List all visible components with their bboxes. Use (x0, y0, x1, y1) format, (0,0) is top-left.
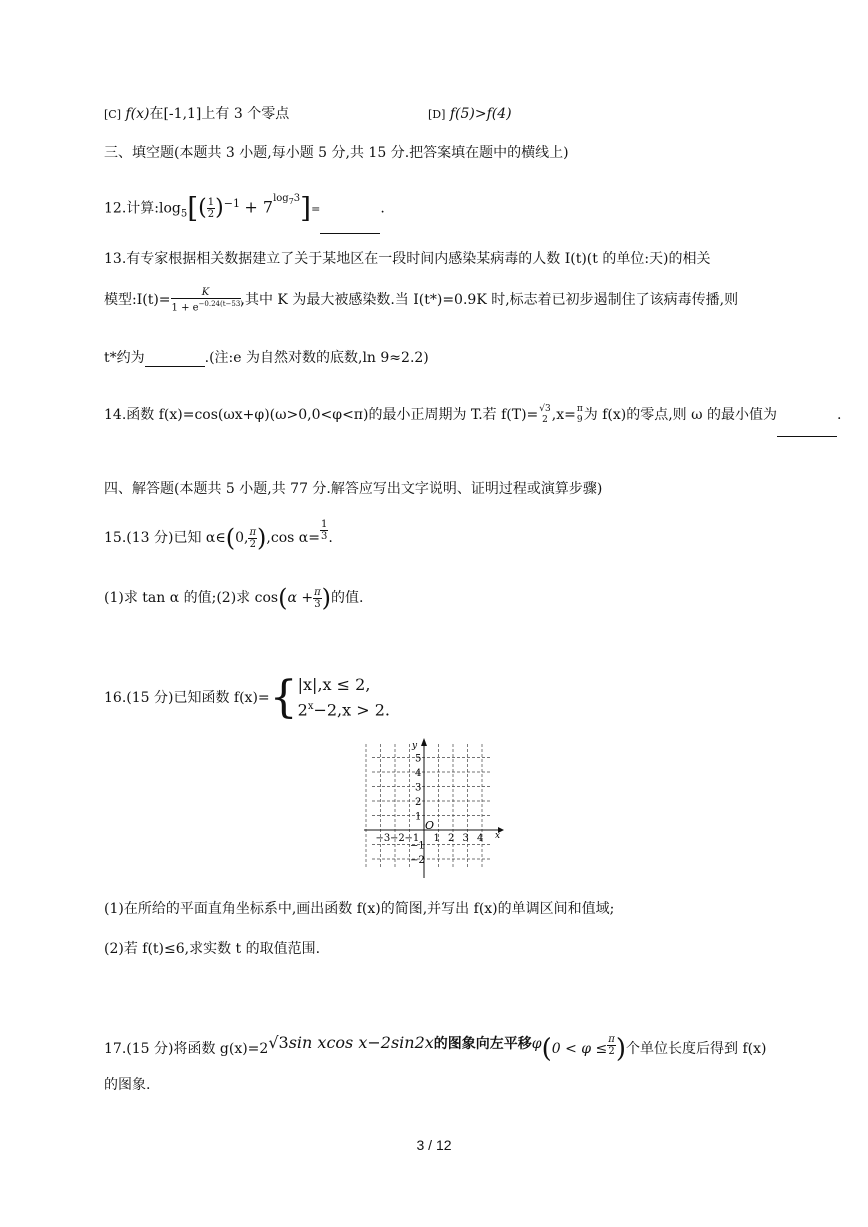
question-12 (104, 184, 385, 224)
y-tick-label: 3 (415, 782, 422, 794)
x-tick-label: 2 (448, 833, 455, 844)
option-c-text: 在[-1,1]上有 3 个零点 (149, 106, 290, 122)
question-17-line2: 的图象. (104, 1077, 151, 1093)
q15-pi-over-3: $\frac{\pi}{3}$ (314, 586, 321, 610)
q12-half: $\frac{1}{2}$ (207, 197, 215, 221)
question-16-part1: (1)在所给的平面直角坐标系中,画出函数 f(x)的简图,并写出 f(x)的单调区间和值域; (104, 901, 615, 917)
q13-fraction: $\frac{K}{1 + e^{-0.24(t-53)}}$ (171, 286, 244, 314)
q16-prefix: 16.(15 分)已知函数 f(x)= (104, 690, 270, 706)
q13-model-prefix: 模型:I(t)= (104, 292, 171, 308)
q14-pi-over-9: π 9 (576, 404, 583, 425)
q15-pi-over-2: $\frac{\pi}{2}$ (249, 526, 257, 550)
q14-mid: ,x= (551, 407, 576, 423)
q15-line2-prefix: (1)求 tan α 的值;(2)求 cos (104, 590, 279, 606)
q13-model-suffix: ,其中 K 为最大被感染数.当 I(t*)=0.9K 时,标志着已初步遏制住了该病毒传播,则 (240, 292, 739, 308)
coordinate-grid[interactable] (364, 738, 504, 878)
y-axis-arrow (421, 738, 427, 746)
q12-end: . (380, 200, 385, 217)
x-tick-label: −3 (375, 833, 391, 844)
q17-pi-over-2: $\frac{\pi}{2}$ (608, 1033, 615, 1057)
q13-answer-blank[interactable] (145, 352, 205, 367)
q14-answer-blank[interactable] (777, 422, 837, 437)
question-16 (104, 670, 390, 730)
x-tick-label: 1 (433, 833, 440, 844)
origin-label: O (425, 819, 435, 832)
q12-paren-right: ) (215, 195, 224, 221)
q15-alpha-plus: α + (287, 590, 314, 606)
q12-bracket-right: ] (300, 191, 312, 225)
question-16-part2: (2)若 f(t)≤6,求实数 t 的取值范围. (104, 941, 321, 957)
q14-end: . (836, 407, 842, 423)
q13-line3-prefix: t*约为 (104, 350, 145, 366)
q15-paren2-left: ( (278, 584, 288, 612)
option-d-text: f(5)>f(4) (449, 106, 512, 122)
y-tick-label: 4 (415, 768, 422, 779)
q17-suffix: 个单位长度后得到 f(x) (626, 1041, 767, 1057)
x-tick-label: 4 (477, 833, 484, 844)
q15-mid: ,cos α= (266, 530, 320, 546)
q12-answer-blank[interactable] (320, 219, 380, 234)
y-tick-label: 5 (415, 753, 422, 765)
q17-prefix: 17.(15 分)将函数 g(x)=2 (104, 1041, 269, 1057)
q17-phi: φ (531, 1036, 542, 1052)
q12-plus7: + 7 (244, 197, 274, 217)
y-tick-label: −2 (410, 855, 425, 866)
option-c-fx: f(x) (125, 106, 150, 122)
option-c-label: [C] (104, 108, 121, 121)
y-axis-label: y (412, 741, 418, 751)
q15-end: . (328, 530, 333, 546)
q15-paren-left: ( (225, 524, 236, 552)
q17-sqrt3: √3 (268, 1033, 289, 1052)
q15-one-third: $\frac{1}{3}$ (320, 518, 328, 542)
y-tick-label: 1 (415, 811, 422, 823)
q17-shift: 的图象向左平移 (433, 1036, 532, 1052)
q12-paren-left: ( (198, 195, 207, 221)
y-tick-label: 2 (415, 797, 422, 808)
q12-exp-log: log73 (273, 193, 301, 206)
question-14 (104, 393, 841, 437)
q12-prefix: 12.计算:log (104, 200, 181, 217)
q15-line2-suffix: 的值. (331, 590, 364, 606)
q17-paren-left: ( (541, 1034, 552, 1064)
q15-paren2-right: ) (321, 584, 332, 612)
q14-sqrt3-over-2: √3 2 (539, 404, 551, 425)
option-c (104, 105, 289, 124)
x-axis-label: x (495, 831, 501, 841)
page-number: 3 / 12 (416, 1137, 452, 1153)
q15-paren-right: ) (257, 524, 267, 552)
q16-case1: |x|,x ≤ 2, (297, 675, 371, 695)
question-13-line3 (104, 349, 429, 367)
x-tick-label: −1 (404, 833, 420, 844)
q17-expression: sin xcos x−2sin2x (288, 1033, 434, 1052)
grid-lines (366, 744, 492, 868)
option-d (428, 105, 512, 124)
x-tick-label: 3 (462, 833, 469, 844)
question-13-line2 (104, 284, 738, 318)
section4-heading: 四、解答题(本题共 5 小题,共 77 分.解答应写出文字说明、证明过程或演算步骤) (104, 481, 603, 497)
question-15-line1 (104, 520, 333, 556)
question-15-line2 (104, 580, 364, 616)
q13-line3-suffix: .(注:e 为自然对数的底数,ln 9≈2.2) (204, 350, 429, 366)
question-17-line1 (104, 1030, 766, 1066)
q14-suffix: 为 f(x)的零点,则 ω 的最小值为 (583, 407, 777, 423)
q16-case2: $2^x-2,x > 2$. (297, 700, 391, 720)
section3-heading: 三、填空题(本题共 3 小题,每小题 5 分,共 15 分.把答案填在题中的横线上) (104, 145, 569, 161)
y-tick-label: −1 (410, 840, 425, 852)
x-tick-label: −2 (390, 833, 405, 844)
option-d-label: [D] (428, 108, 446, 121)
q17-paren-right: ) (615, 1034, 627, 1064)
q15-prefix: 15.(13 分)已知 α∈ (104, 530, 226, 546)
q12-base: 5 (180, 208, 188, 220)
q12-bracket-left: [ (187, 191, 199, 225)
q16-cases (298, 674, 390, 721)
q17-cond: 0 < φ ≤ (551, 1041, 608, 1057)
question-13-line1: 13.有专家根据相关数据建立了关于某地区在一段时间内感染某病毒的人数 I(t)(t 的单位:天)的相关 (104, 251, 711, 267)
q12-equals: = (311, 202, 321, 216)
q14-prefix: 14.函数 f(x)=cos(ωx+φ)(ω>0,0<φ<π)的最小正周期为 T.若 f(T)= (104, 407, 539, 423)
q16-brace: { (269, 672, 298, 723)
q15-zero: 0, (235, 530, 249, 546)
q12-exp-minus1: −1 (223, 197, 240, 210)
